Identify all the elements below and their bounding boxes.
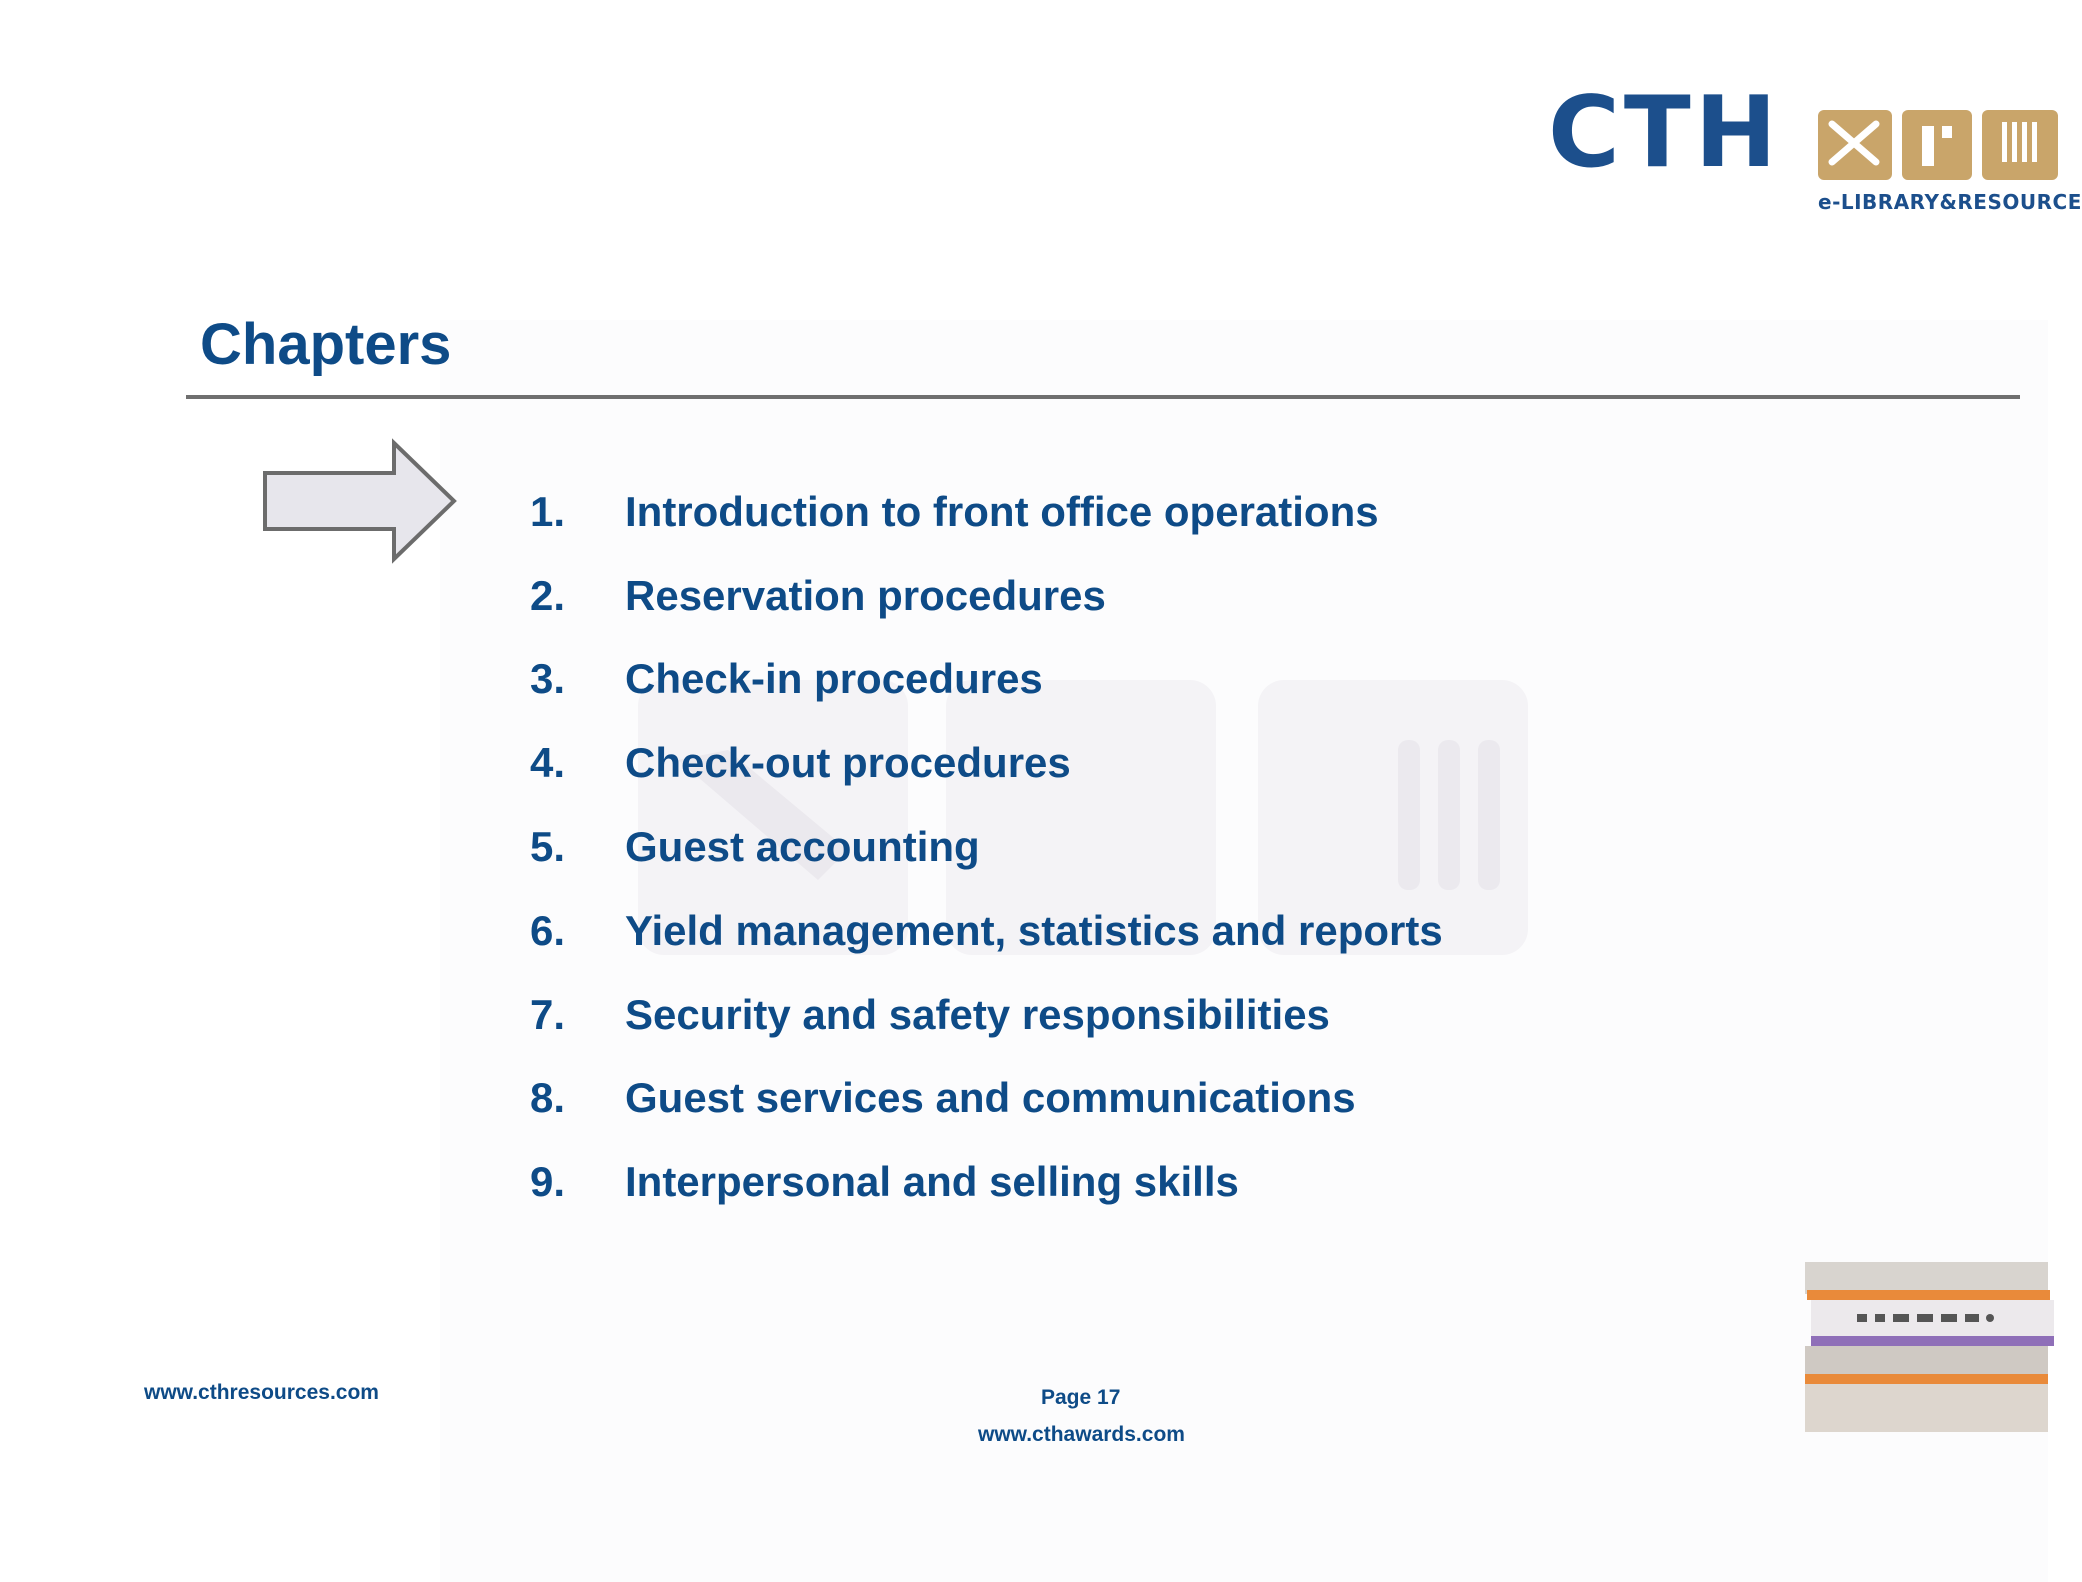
chapter-item <box>530 470 1443 554</box>
title-divider <box>186 395 2020 399</box>
fork-icon <box>1982 110 2058 180</box>
logo-text: CTH <box>1548 76 1781 190</box>
book-stack-image <box>1805 1262 2048 1434</box>
chapter-title: Check-in procedures <box>625 655 1043 703</box>
chapter-number: 5. <box>530 823 566 871</box>
chapter-number: 9. <box>530 1158 566 1206</box>
logo-tiles <box>1818 110 2058 180</box>
page-number: Page 17 <box>1041 1386 1121 1409</box>
bed-icon <box>1902 110 1972 180</box>
chapter-item <box>530 973 1443 1057</box>
chapter-title: Reservation procedures <box>625 571 1106 619</box>
chapter-title: Interpersonal and selling skills <box>625 1158 1239 1206</box>
chapter-title: Yield management, statistics and reports <box>625 906 1443 954</box>
airplane-icon <box>1818 110 1892 180</box>
chapter-list <box>530 470 1443 1224</box>
chapter-number: 4. <box>530 739 566 787</box>
chapter-number: 3. <box>530 655 566 703</box>
chapter-number: 8. <box>530 1074 566 1122</box>
chapter-title: Introduction to front office operations <box>625 487 1379 535</box>
chapter-number: 6. <box>530 906 566 954</box>
chapter-item <box>530 1140 1443 1224</box>
chapter-number: 2. <box>530 571 566 619</box>
chapter-item <box>530 721 1443 805</box>
chapter-item <box>530 638 1443 722</box>
cth-logo <box>1548 76 2082 218</box>
chapter-title: Guest accounting <box>625 823 980 871</box>
chapter-item <box>530 805 1443 889</box>
page-title: Chapters <box>200 312 452 377</box>
chapter-item <box>530 1057 1443 1141</box>
chapter-title: Security and safety responsibilities <box>625 990 1330 1038</box>
arrow-right-icon <box>262 440 458 562</box>
footer-url-right[interactable]: www.cthawards.com <box>978 1423 1185 1446</box>
chapter-number: 7. <box>530 990 566 1038</box>
chapter-title: Guest services and communications <box>625 1074 1356 1122</box>
chapter-title: Check-out procedures <box>625 739 1071 787</box>
chapter-item <box>530 889 1443 973</box>
logo-tagline: e-LIBRARY&RESOURCE <box>1818 190 2082 214</box>
footer-url-left[interactable]: www.cthresources.com <box>144 1381 379 1404</box>
chapter-number: 1. <box>530 487 566 535</box>
chapter-item <box>530 554 1443 638</box>
